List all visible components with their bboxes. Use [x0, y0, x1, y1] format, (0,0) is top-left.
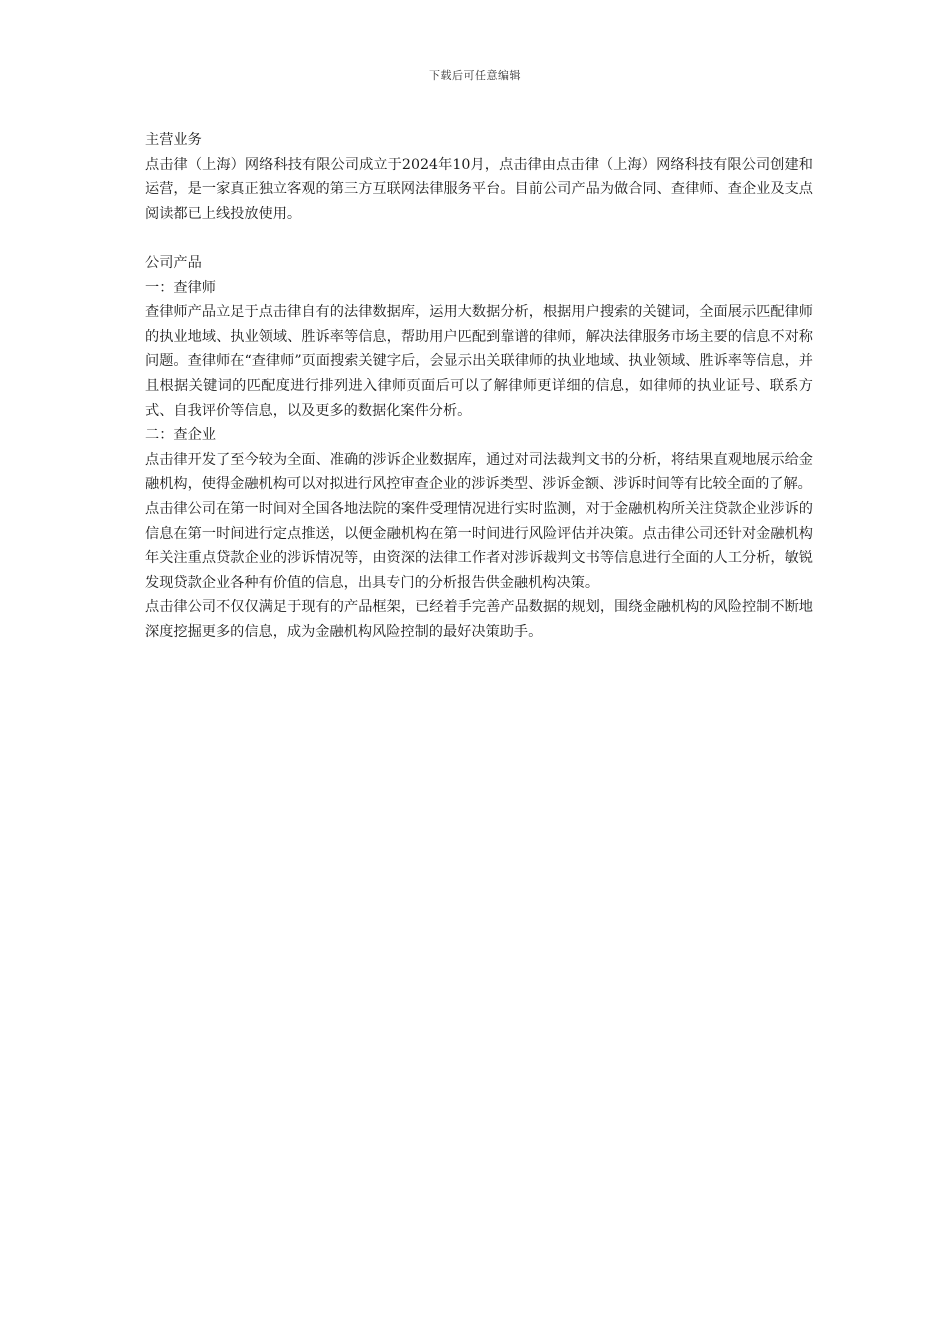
header-note: 下载后可任意编辑 [429, 69, 521, 82]
subsection-heading-find-company: 二：查企业 [145, 427, 216, 444]
section-heading-products: 公司产品 [145, 254, 202, 271]
paragraph-find-company-1: 点击律开发了至今较为全面、准确的涉诉企业数据库，通过对司法裁判文书的分析，将结果直观地展示给金融机构，使得金融机构可以对拟进行风控审查企业的涉诉类型、涉诉金额、涉诉时间等有比较全面的了解。 [145, 451, 813, 493]
paragraph-spacer [145, 226, 813, 251]
paragraph-find-company-3: 点击律公司不仅仅满足于现有的产品框架，已经着手完善产品数据的规划，围绕金融机构的风险控制不断地深度挖掘更多的信息，成为金融机构风险控制的最好决策助手。 [145, 599, 813, 640]
subsection-heading-find-lawyer: 一：查律师 [145, 279, 216, 296]
document-body [145, 128, 813, 644]
section-heading-main-business: 主营业务 [145, 132, 202, 148]
paragraph-find-company-2: 点击律公司在第一时间对全国各地法院的案件受理情况进行实时监测，对于金融机构所关注贷款企业涉诉的信息在第一时间进行定点推送，以便金融机构在第一时间进行风险评估并决策。点击律公司还针对金融机构年关注重点贷款企业的涉诉情况等，由资深的法律工作者对涉诉裁判文书等信息进行全面的人工分析，敏锐发现贷款企业各种有价值的信息，出具专门的分析报告供金融机构决策。 [145, 500, 813, 591]
paragraph-find-lawyer: 查律师产品立足于点击律自有的法律数据库，运用大数据分析，根据用户搜索的关键词，全面展示匹配律师的执业地域、执业领域、胜诉率等信息，帮助用户匹配到靠谱的律师，解决法律服务市场主要的信息不对称问题。查律师在“查律师”页面搜索关键字后，会显示出关联律师的执业地域、执业领域、胜诉率等信息，并且根据关键词的匹配度进行排列进入律师页面后可以了解律师更详细的信息，如律师的执业证号、联系方式、自我评价等信息，以及更多的数据化案件分析。 [145, 304, 813, 419]
paragraph-company-intro: 点击律（上海）网络科技有限公司成立于2024年10月，点击律由点击律（上海）网络科技有限公司创建和运营，是一家真正独立客观的第三方互联网法律服务平台。目前公司产品为做合同、查律师、查企业及支点阅读都已上线投放使用。 [145, 156, 813, 222]
